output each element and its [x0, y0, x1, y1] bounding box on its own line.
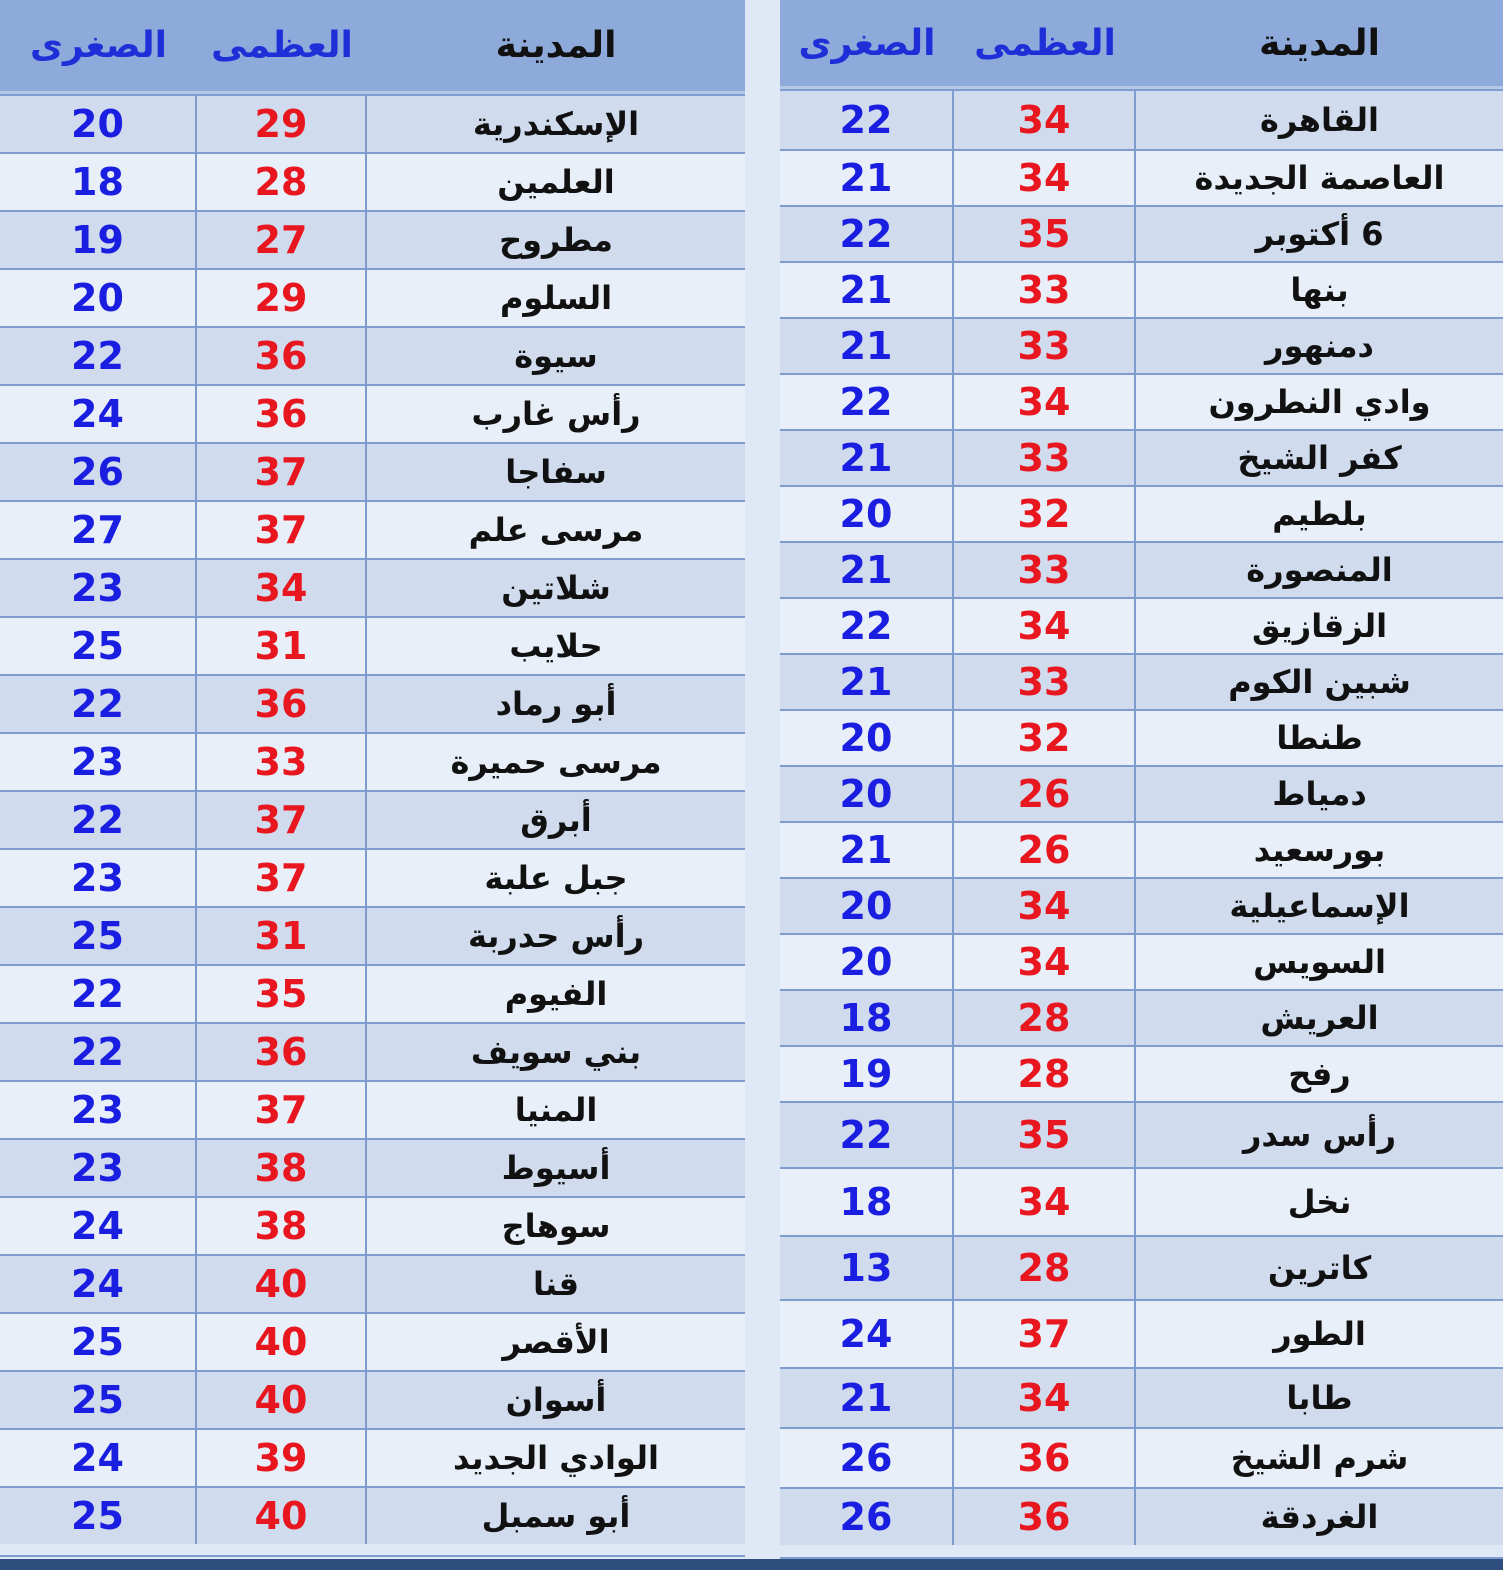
- min-temp-cell: 20: [780, 935, 954, 989]
- city-cell: رفح: [1288, 1055, 1351, 1093]
- table-row: [0, 906, 745, 964]
- left-temperature-table: [0, 0, 745, 1557]
- table-row: [0, 674, 745, 732]
- max-temp-cell: 40: [197, 1256, 367, 1312]
- max-temp-cell: 34: [954, 1169, 1136, 1235]
- min-temp-cell: 24: [0, 1198, 197, 1254]
- max-temp-cell: 31: [197, 618, 367, 674]
- min-temp-cell: 21: [780, 263, 954, 317]
- max-temp-cell: 26: [954, 767, 1136, 821]
- max-temp-cell: 37: [197, 502, 367, 558]
- min-column-header: الصغرى: [29, 25, 168, 66]
- city-cell: الإسكندرية: [472, 105, 640, 143]
- max-temp-cell: 34: [954, 935, 1136, 989]
- city-cell: جبل علبة: [484, 859, 628, 897]
- right-table-header: [780, 0, 1503, 89]
- city-cell: 6 أكتوبر: [1255, 215, 1384, 253]
- table-row: [780, 1045, 1503, 1101]
- table-row: [780, 709, 1503, 765]
- min-temp-cell: 13: [780, 1237, 954, 1299]
- table-row: [0, 848, 745, 906]
- min-temp-cell: 25: [0, 1372, 197, 1428]
- max-temp-cell: 40: [197, 1488, 367, 1544]
- max-temp-cell: 34: [954, 599, 1136, 653]
- max-temp-cell: 35: [954, 1103, 1136, 1167]
- max-temp-cell: 36: [197, 1024, 367, 1080]
- min-temp-cell: 25: [0, 1488, 197, 1544]
- max-temp-cell: 33: [954, 655, 1136, 709]
- table-row: [780, 1367, 1503, 1427]
- max-temp-cell: 33: [954, 431, 1136, 485]
- city-cell: العلمين: [497, 163, 615, 201]
- city-column-header: المدينة: [1259, 22, 1380, 64]
- city-cell: سوهاج: [501, 1207, 611, 1245]
- min-temp-cell: 20: [780, 711, 954, 765]
- table-row: [0, 500, 745, 558]
- min-temp-cell: 22: [780, 91, 954, 149]
- max-temp-cell: 34: [954, 151, 1136, 205]
- max-temp-cell: 37: [197, 850, 367, 906]
- max-temp-cell: 34: [954, 1369, 1136, 1427]
- city-cell: رأس سدر: [1242, 1116, 1397, 1154]
- city-cell: شرم الشيخ: [1230, 1439, 1409, 1477]
- table-row: [0, 732, 745, 790]
- max-temp-cell: 26: [954, 823, 1136, 877]
- max-temp-cell: 33: [954, 319, 1136, 373]
- table-row: [0, 268, 745, 326]
- min-temp-cell: 24: [780, 1301, 954, 1367]
- right-temperature-table: [780, 0, 1503, 1559]
- table-row: [780, 89, 1503, 149]
- table-row: [0, 616, 745, 674]
- city-cell: نخل: [1287, 1183, 1352, 1221]
- table-row: [780, 1299, 1503, 1367]
- city-cell: طنطا: [1276, 719, 1363, 757]
- max-column-header: العظمى: [974, 22, 1116, 64]
- min-temp-cell: 20: [780, 767, 954, 821]
- city-cell: كاترين: [1267, 1249, 1372, 1287]
- max-temp-cell: 39: [197, 1430, 367, 1486]
- table-row: [0, 1080, 745, 1138]
- city-cell: أبرق: [520, 801, 592, 839]
- min-temp-cell: 22: [780, 375, 954, 429]
- max-temp-cell: 36: [197, 386, 367, 442]
- city-cell: سيوة: [514, 337, 598, 375]
- table-row: [0, 152, 745, 210]
- city-cell: كفر الشيخ: [1237, 439, 1402, 477]
- table-row: [0, 790, 745, 848]
- max-temp-cell: 36: [197, 328, 367, 384]
- table-row: [780, 1101, 1503, 1167]
- min-temp-cell: 20: [780, 487, 954, 541]
- max-temp-cell: 28: [197, 154, 367, 210]
- min-temp-cell: 22: [0, 1024, 197, 1080]
- table-row: [780, 541, 1503, 597]
- table-row: [0, 1428, 745, 1486]
- city-cell: حلايب: [509, 627, 603, 665]
- table-row: [780, 429, 1503, 485]
- city-cell: رأس غارب: [471, 395, 641, 433]
- table-row: [780, 1235, 1503, 1299]
- table-row: [780, 1427, 1503, 1487]
- min-temp-cell: 22: [780, 207, 954, 261]
- min-temp-cell: 20: [0, 96, 197, 152]
- table-row: [780, 653, 1503, 709]
- city-cell: دمياط: [1272, 775, 1367, 813]
- max-temp-cell: 34: [954, 91, 1136, 149]
- min-temp-cell: 25: [0, 618, 197, 674]
- max-temp-cell: 34: [954, 879, 1136, 933]
- city-cell: بنها: [1290, 271, 1349, 309]
- table-row: [0, 384, 745, 442]
- city-cell: شلاتين: [501, 569, 611, 607]
- min-temp-cell: 27: [0, 502, 197, 558]
- city-cell: أبو سمبل: [481, 1497, 631, 1535]
- min-temp-cell: 24: [0, 1430, 197, 1486]
- city-cell: سفاجا: [505, 453, 607, 491]
- table-row: [0, 558, 745, 616]
- table-row: [0, 1254, 745, 1312]
- table-row: [0, 1196, 745, 1254]
- max-temp-cell: 33: [954, 543, 1136, 597]
- table-row: [780, 821, 1503, 877]
- table-row: [0, 94, 745, 152]
- table-row: [780, 261, 1503, 317]
- table-row: [0, 1138, 745, 1196]
- city-cell: دمنهور: [1265, 327, 1374, 365]
- table-row: [0, 1370, 745, 1428]
- left-table-body: [0, 94, 745, 1544]
- city-cell: السويس: [1253, 943, 1386, 981]
- city-cell: أسوان: [505, 1381, 607, 1419]
- table-row: [780, 485, 1503, 541]
- min-temp-cell: 21: [780, 543, 954, 597]
- max-temp-cell: 33: [197, 734, 367, 790]
- city-cell: العاصمة الجديدة: [1194, 159, 1445, 197]
- table-row: [780, 765, 1503, 821]
- min-temp-cell: 26: [0, 444, 197, 500]
- city-cell: مرسى حميرة: [450, 743, 662, 781]
- min-temp-cell: 26: [780, 1489, 954, 1545]
- city-cell: طابا: [1286, 1379, 1353, 1417]
- table-row: [0, 442, 745, 500]
- table-row: [780, 989, 1503, 1045]
- table-row: [780, 373, 1503, 429]
- min-temp-cell: 22: [780, 1103, 954, 1167]
- min-temp-cell: 21: [780, 319, 954, 373]
- city-cell: السلوم: [499, 279, 613, 317]
- min-temp-cell: 24: [0, 386, 197, 442]
- right-table-body: [780, 89, 1503, 1545]
- city-column-header: المدينة: [495, 25, 617, 66]
- max-temp-cell: 38: [197, 1198, 367, 1254]
- city-cell: الأقصر: [502, 1323, 610, 1361]
- min-temp-cell: 23: [0, 560, 197, 616]
- table-row: [0, 1486, 745, 1544]
- min-temp-cell: 22: [0, 328, 197, 384]
- min-temp-cell: 20: [780, 879, 954, 933]
- table-row: [0, 1312, 745, 1370]
- min-temp-cell: 23: [0, 1140, 197, 1196]
- city-cell: بورسعيد: [1253, 831, 1386, 869]
- city-cell: العريش: [1260, 999, 1379, 1037]
- max-temp-cell: 28: [954, 991, 1136, 1045]
- table-row: [780, 1167, 1503, 1235]
- city-cell: بني سويف: [470, 1033, 642, 1071]
- city-cell: رأس حدربة: [467, 917, 645, 955]
- min-temp-cell: 25: [0, 1314, 197, 1370]
- min-temp-cell: 22: [0, 676, 197, 732]
- min-column-header: الصغرى: [798, 22, 936, 64]
- city-cell: أبو رماد: [495, 685, 617, 723]
- city-cell: الفيوم: [504, 975, 608, 1013]
- table-row: [780, 877, 1503, 933]
- max-temp-cell: 40: [197, 1314, 367, 1370]
- table-row: [780, 1487, 1503, 1545]
- min-temp-cell: 22: [0, 966, 197, 1022]
- min-temp-cell: 23: [0, 850, 197, 906]
- max-temp-cell: 37: [197, 444, 367, 500]
- max-temp-cell: 29: [197, 96, 367, 152]
- city-cell: أسيوط: [501, 1149, 611, 1187]
- max-temp-cell: 32: [954, 487, 1136, 541]
- city-cell: مطروح: [499, 221, 613, 259]
- max-temp-cell: 37: [197, 1082, 367, 1138]
- city-cell: القاهرة: [1260, 101, 1380, 139]
- city-cell: قنا: [532, 1265, 580, 1303]
- max-temp-cell: 37: [197, 792, 367, 848]
- table-row: [0, 326, 745, 384]
- min-temp-cell: 19: [0, 212, 197, 268]
- max-temp-cell: 36: [197, 676, 367, 732]
- min-temp-cell: 19: [780, 1047, 954, 1101]
- min-temp-cell: 18: [0, 154, 197, 210]
- min-temp-cell: 18: [780, 1169, 954, 1235]
- max-temp-cell: 28: [954, 1237, 1136, 1299]
- max-temp-cell: 34: [197, 560, 367, 616]
- max-temp-cell: 33: [954, 263, 1136, 317]
- min-temp-cell: 21: [780, 655, 954, 709]
- table-row: [780, 149, 1503, 205]
- table-row: [780, 933, 1503, 989]
- min-temp-cell: 18: [780, 991, 954, 1045]
- max-temp-cell: 38: [197, 1140, 367, 1196]
- table-row: [780, 317, 1503, 373]
- min-temp-cell: 22: [780, 599, 954, 653]
- city-cell: الزقازيق: [1251, 607, 1388, 645]
- max-temp-cell: 32: [954, 711, 1136, 765]
- city-cell: الطور: [1273, 1315, 1366, 1353]
- min-temp-cell: 26: [780, 1429, 954, 1487]
- min-temp-cell: 23: [0, 734, 197, 790]
- max-temp-cell: 35: [954, 207, 1136, 261]
- max-column-header: العظمى: [211, 25, 353, 66]
- min-temp-cell: 21: [780, 151, 954, 205]
- max-temp-cell: 27: [197, 212, 367, 268]
- left-table-header: [0, 0, 745, 94]
- city-cell: الوادي الجديد: [453, 1439, 659, 1477]
- city-cell: شبين الكوم: [1228, 663, 1411, 701]
- min-temp-cell: 21: [780, 823, 954, 877]
- min-temp-cell: 25: [0, 908, 197, 964]
- bottom-border-bar: [0, 1559, 1503, 1570]
- min-temp-cell: 21: [780, 431, 954, 485]
- min-temp-cell: 20: [0, 270, 197, 326]
- max-temp-cell: 37: [954, 1301, 1136, 1367]
- city-cell: المنيا: [514, 1091, 598, 1129]
- max-temp-cell: 34: [954, 375, 1136, 429]
- max-temp-cell: 31: [197, 908, 367, 964]
- table-row: [0, 1022, 745, 1080]
- city-cell: الإسماعيلية: [1229, 887, 1410, 925]
- city-cell: وادي النطرون: [1208, 383, 1431, 421]
- max-temp-cell: 36: [954, 1489, 1136, 1545]
- max-temp-cell: 28: [954, 1047, 1136, 1101]
- min-temp-cell: 21: [780, 1369, 954, 1427]
- min-temp-cell: 22: [0, 792, 197, 848]
- table-row: [780, 205, 1503, 261]
- min-temp-cell: 23: [0, 1082, 197, 1138]
- min-temp-cell: 24: [0, 1256, 197, 1312]
- table-row: [0, 964, 745, 1022]
- city-cell: بلطيم: [1272, 495, 1367, 533]
- max-temp-cell: 35: [197, 966, 367, 1022]
- max-temp-cell: 40: [197, 1372, 367, 1428]
- city-cell: المنصورة: [1246, 551, 1393, 589]
- max-temp-cell: 36: [954, 1429, 1136, 1487]
- city-cell: الغردقة: [1260, 1498, 1379, 1536]
- table-row: [0, 210, 745, 268]
- table-row: [780, 597, 1503, 653]
- max-temp-cell: 29: [197, 270, 367, 326]
- city-cell: مرسى علم: [468, 511, 644, 549]
